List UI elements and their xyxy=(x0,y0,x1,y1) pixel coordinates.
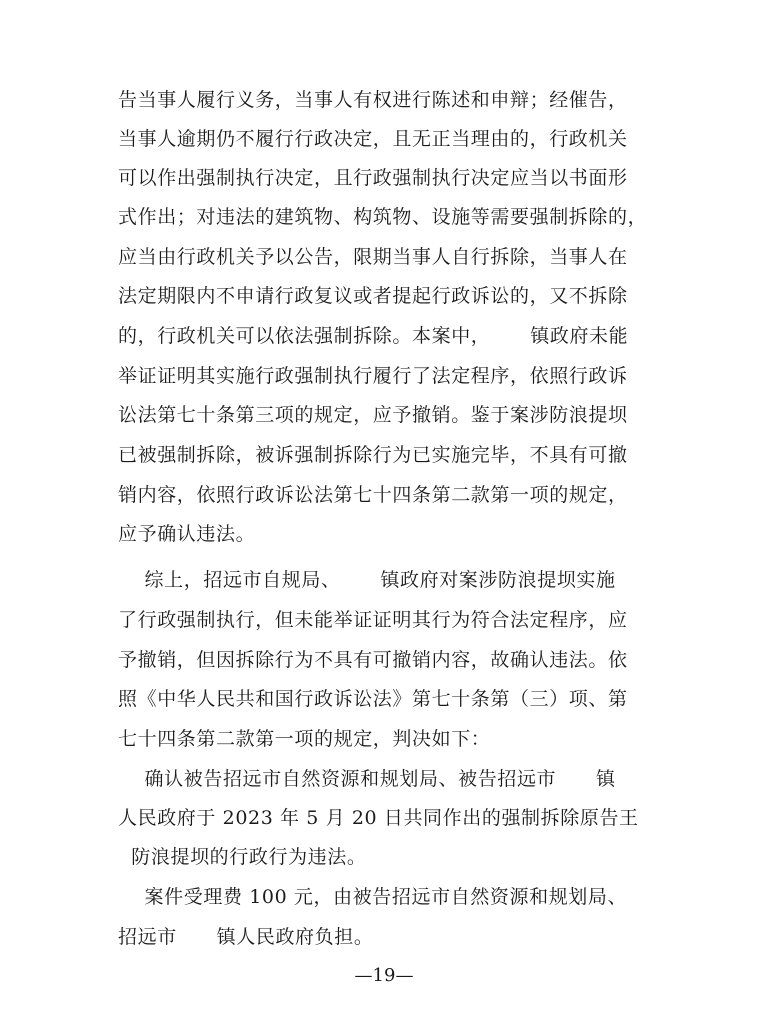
page-number: —19— xyxy=(354,965,414,986)
text-line-20: 防浪提坝的行政行为违法。 xyxy=(118,846,367,868)
text-line-13: 综上，招远市自规局、 镇政府对案涉防浪提坝实施 xyxy=(118,569,616,591)
text-line-17: 七十四条第二款第一项的规定，判决如下： xyxy=(118,728,491,750)
text-line-8: 举证证明其实施行政强制执行履行了法定程序，依照行政诉 xyxy=(118,365,628,387)
text-line-16: 照《中华人民共和国行政诉讼法》第七十条第（三）项、第 xyxy=(118,688,628,710)
text-line-22: 招远市 镇人民政府负担。 xyxy=(118,926,374,948)
text-line-1: 告当事人履行义务，当事人有权进行陈述和申辩；经催告， xyxy=(118,89,628,111)
text-line-5: 应当由行政机关予以公告，限期当事人自行拆除，当事人在 xyxy=(118,246,628,268)
text-line-3: 可以作出强制执行决定，且行政强制执行决定应当以书面形 xyxy=(118,167,628,189)
text-line-21: 案件受理费 100 元，由被告招远市自然资源和规划局、 xyxy=(118,886,628,908)
text-line-10: 已被强制拆除，被诉强制拆除行为已实施完毕，不具有可撤 xyxy=(118,444,628,466)
text-line-18: 确认被告招远市自然资源和规划局、被告招远市 镇 xyxy=(118,768,616,790)
text-line-4: 式作出；对违法的建筑物、构筑物、设施等需要强制拆除的， xyxy=(118,206,648,228)
text-line-9: 讼法第七十条第三项的规定，应予撤销。鉴于案涉防浪提坝 xyxy=(118,404,628,426)
text-line-12: 应予确认违法。 xyxy=(118,523,256,545)
text-line-7: 的，行政机关可以依法强制拆除。本案中， 镇政府未能 xyxy=(118,325,629,347)
text-line-11: 销内容，依照行政诉讼法第七十四条第二款第一项的规定， xyxy=(118,484,628,506)
text-line-6: 法定期限内不申请行政复议或者提起行政诉讼的，又不拆除 xyxy=(118,285,628,307)
text-line-19: 人民政府于 2023 年 5 月 20 日共同作出的强制拆除原告王 xyxy=(118,807,639,829)
text-line-14: 了行政强制执行，但未能举证证明其行为符合法定程序，应 xyxy=(118,609,628,631)
text-line-2: 当事人逾期仍不履行行政决定，且无正当理由的，行政机关 xyxy=(118,128,628,150)
text-line-15: 予撤销，但因拆除行为不具有可撤销内容，故确认违法。依 xyxy=(118,649,628,671)
